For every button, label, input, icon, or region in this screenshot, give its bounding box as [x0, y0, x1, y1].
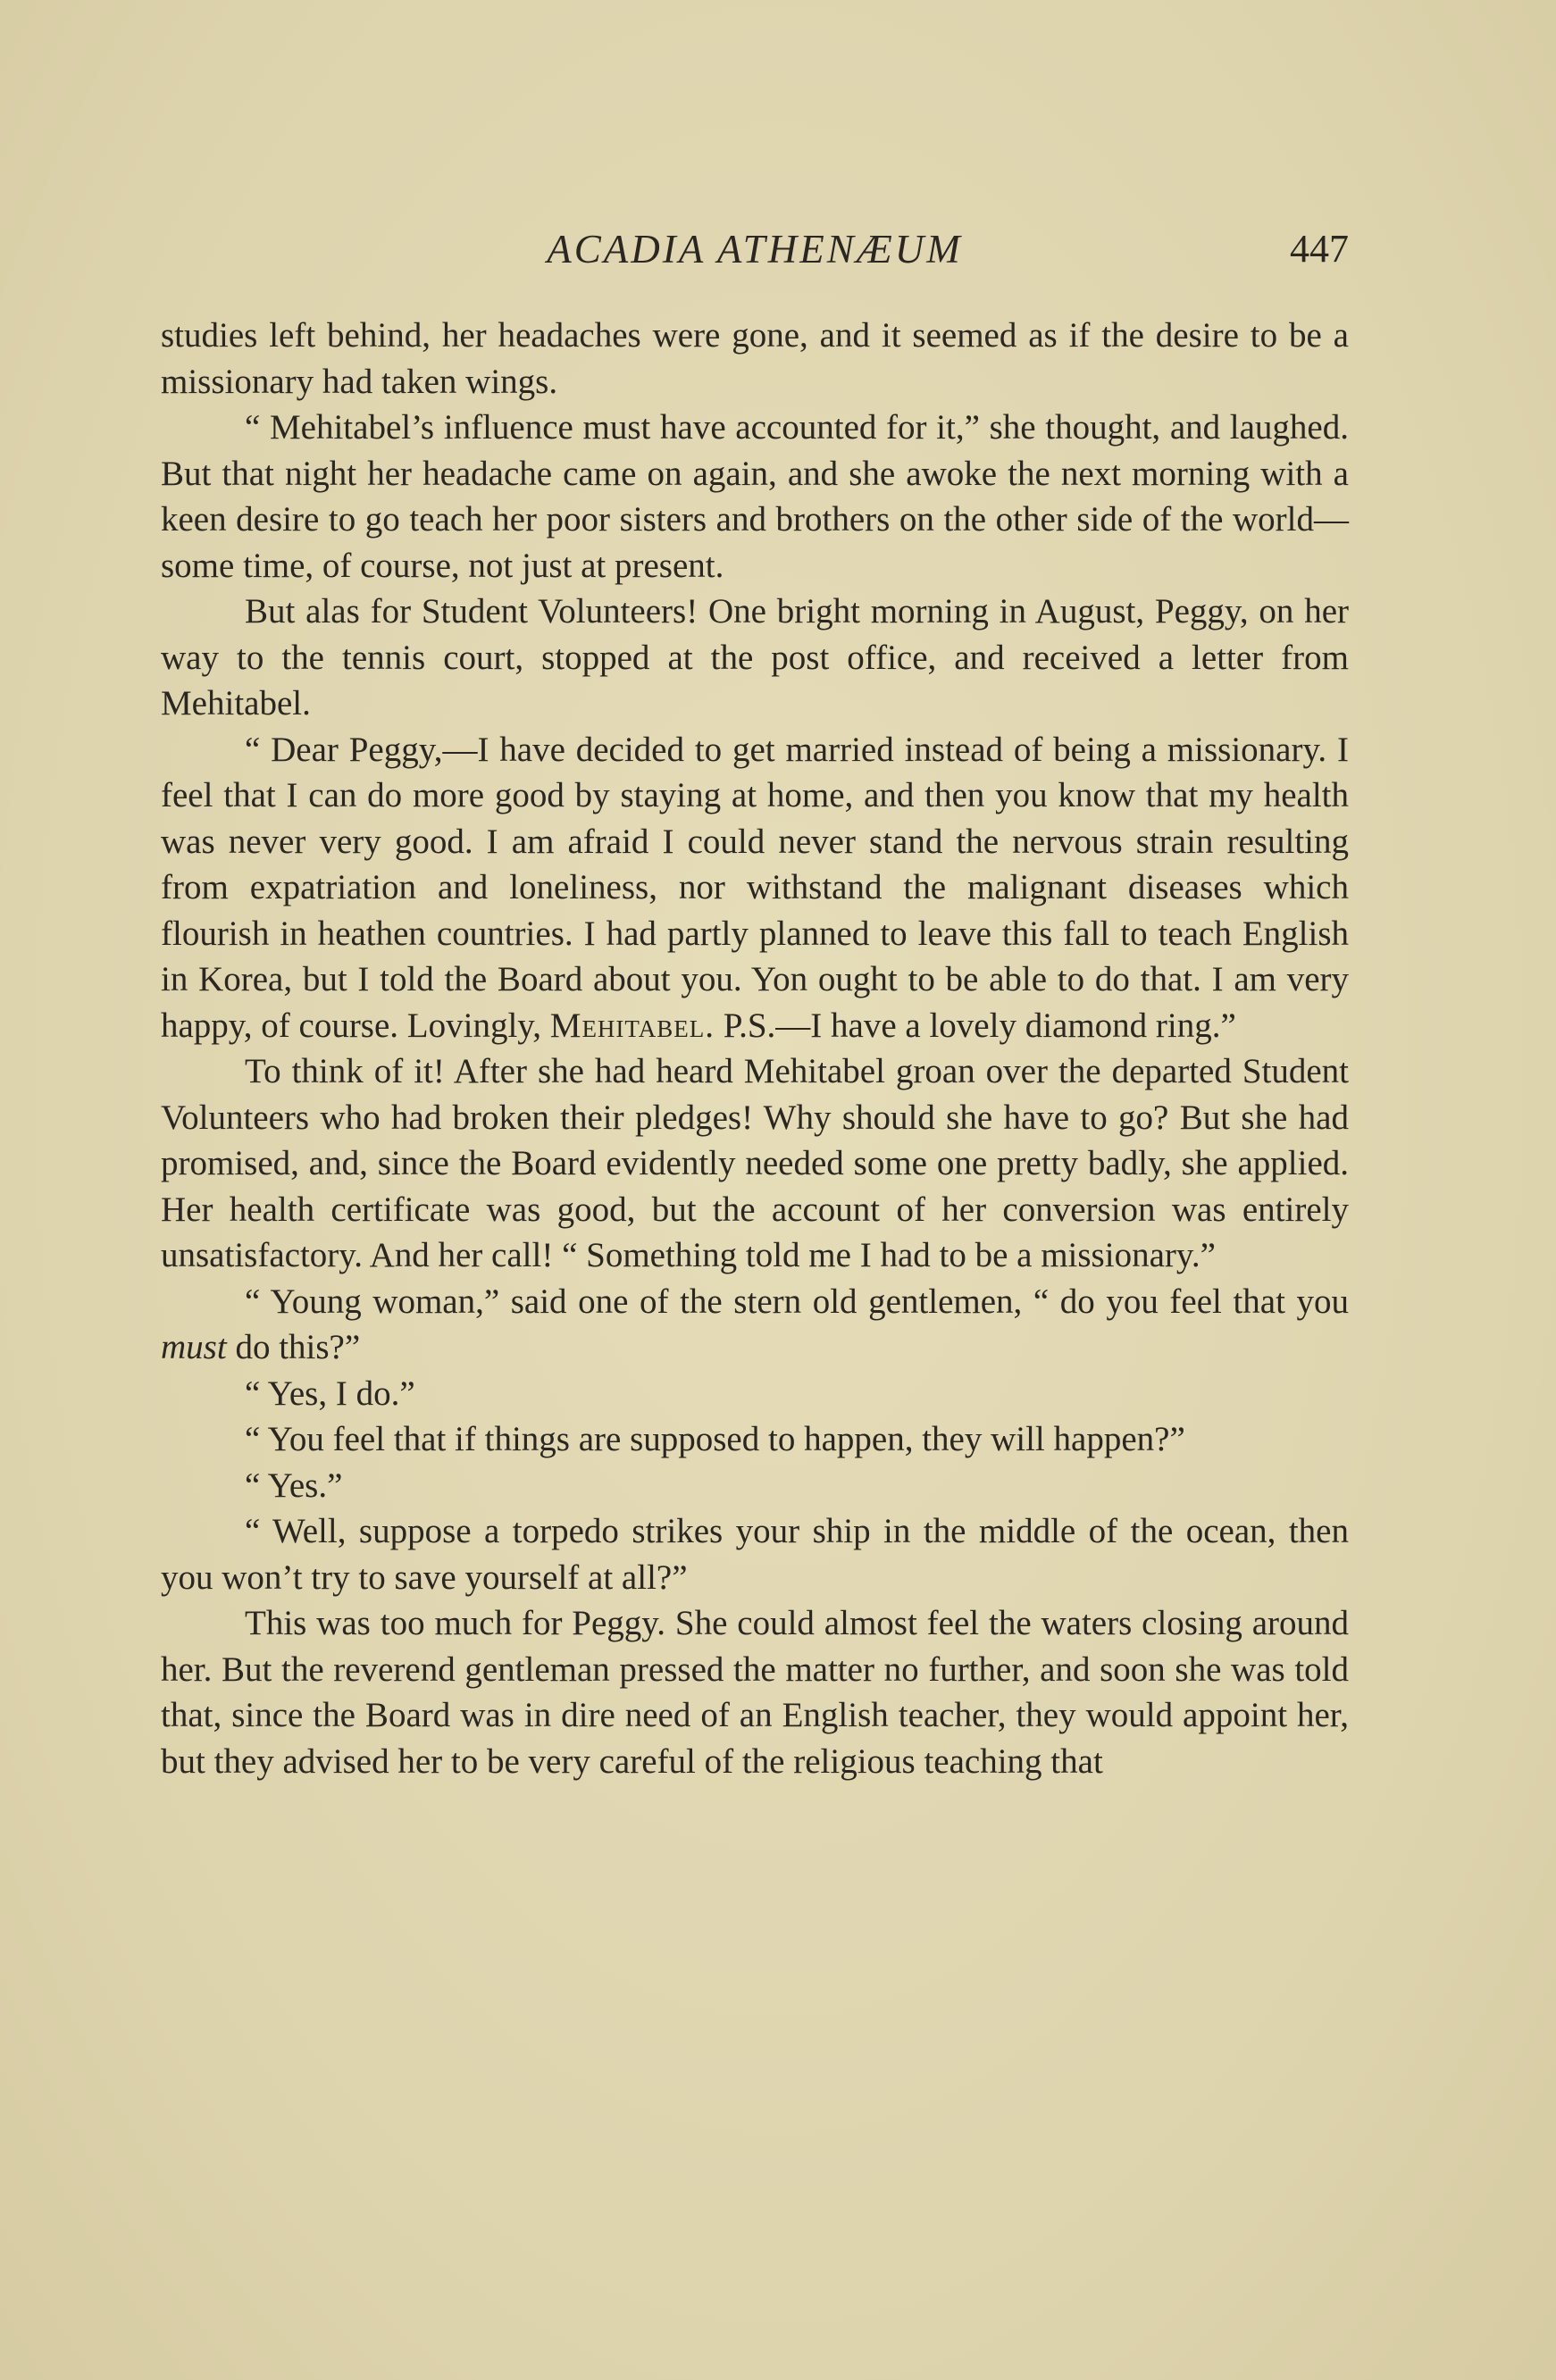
text-run: studies left behind, her headaches were gone, and it seemed as if the desire to be a missionary had taken wings.	[161, 316, 1349, 401]
text-run: “ Young woman,” said one of the stern old gentlemen, “ do you feel that you	[245, 1282, 1349, 1321]
paragraph	[161, 313, 1349, 405]
paragraph	[161, 1416, 1349, 1463]
text-run: To think of it! After she had heard Mehitabel groan over the departed Student Volunteers who had broken their pledges! Why should she have to go? But she had promised, and, since the Board evidently needed some one pretty badly, she applied. Her health certificate was good, but the account of her conversion was entirely unsatisfactory. And her call! “ Something told me I had to be a missionary.”	[161, 1052, 1349, 1274]
paragraph	[161, 1371, 1349, 1417]
paragraph	[161, 1600, 1349, 1784]
text-run: “ Mehitabel’s influence must have accounted for it,” she thought, and laughed. But that night her headache came on again, and she awoke the next morning with a keen desire to go teach her poor sisters and brothers on the other side of the world—some time, of course, not just at present.	[161, 408, 1349, 585]
text-run: “ Dear Peggy,—I have decided to get married instead of being a missionary. I feel that I can do more good by staying at home, and then you know that my health was never very good. I am afraid I could never stand the nervous strain resulting from expatriation and loneliness, nor withstand the malignant diseases which flourish in heathen countries. I had partly planned to leave this fall to teach English in Korea, but I told the Board about you. Yon ought to be able to do that. I am very happy, of course. Lovingly,	[161, 730, 1349, 1045]
paragraph	[161, 1048, 1349, 1279]
page-header	[161, 221, 1349, 277]
text-run: P.S.—I have a lovely diamond ring.”	[715, 1006, 1236, 1045]
paragraph	[161, 589, 1349, 727]
text-run: do this?”	[226, 1328, 361, 1366]
text-run: “ Yes.”	[245, 1466, 343, 1505]
body-text	[161, 313, 1349, 1784]
paragraph	[161, 1463, 1349, 1509]
paragraph	[161, 727, 1349, 1049]
text-run: “ You feel that if things are supposed to happen, they will happen?”	[245, 1420, 1185, 1458]
paragraph	[161, 1508, 1349, 1600]
emphasis-text: must	[161, 1328, 227, 1366]
signature-name: Mehitabel.	[549, 1006, 715, 1045]
text-run: But alas for Student Volunteers! One bright morning in August, Peggy, on her way to the tennis court, stopped at the post office, and received a letter from Mehitabel.	[161, 592, 1349, 722]
paragraph	[161, 1279, 1349, 1371]
text-run: This was too much for Peggy. She could almost feel the waters closing around her. But the reverend gentleman pressed the matter no further, and soon she was told that, since the Board was in dire need of an English teacher, they would appoint her, but they advised her to be very careful of the religious teaching that	[161, 1604, 1349, 1781]
text-run: “ Well, suppose a torpedo strikes your ship in the middle of the ocean, then you won’t try to save yourself at all?”	[161, 1512, 1349, 1597]
paragraph	[161, 405, 1349, 589]
text-run: “ Yes, I do.”	[245, 1374, 415, 1413]
page-number: 447	[1290, 227, 1349, 271]
running-title: ACADIA ATHENÆUM	[547, 227, 963, 271]
